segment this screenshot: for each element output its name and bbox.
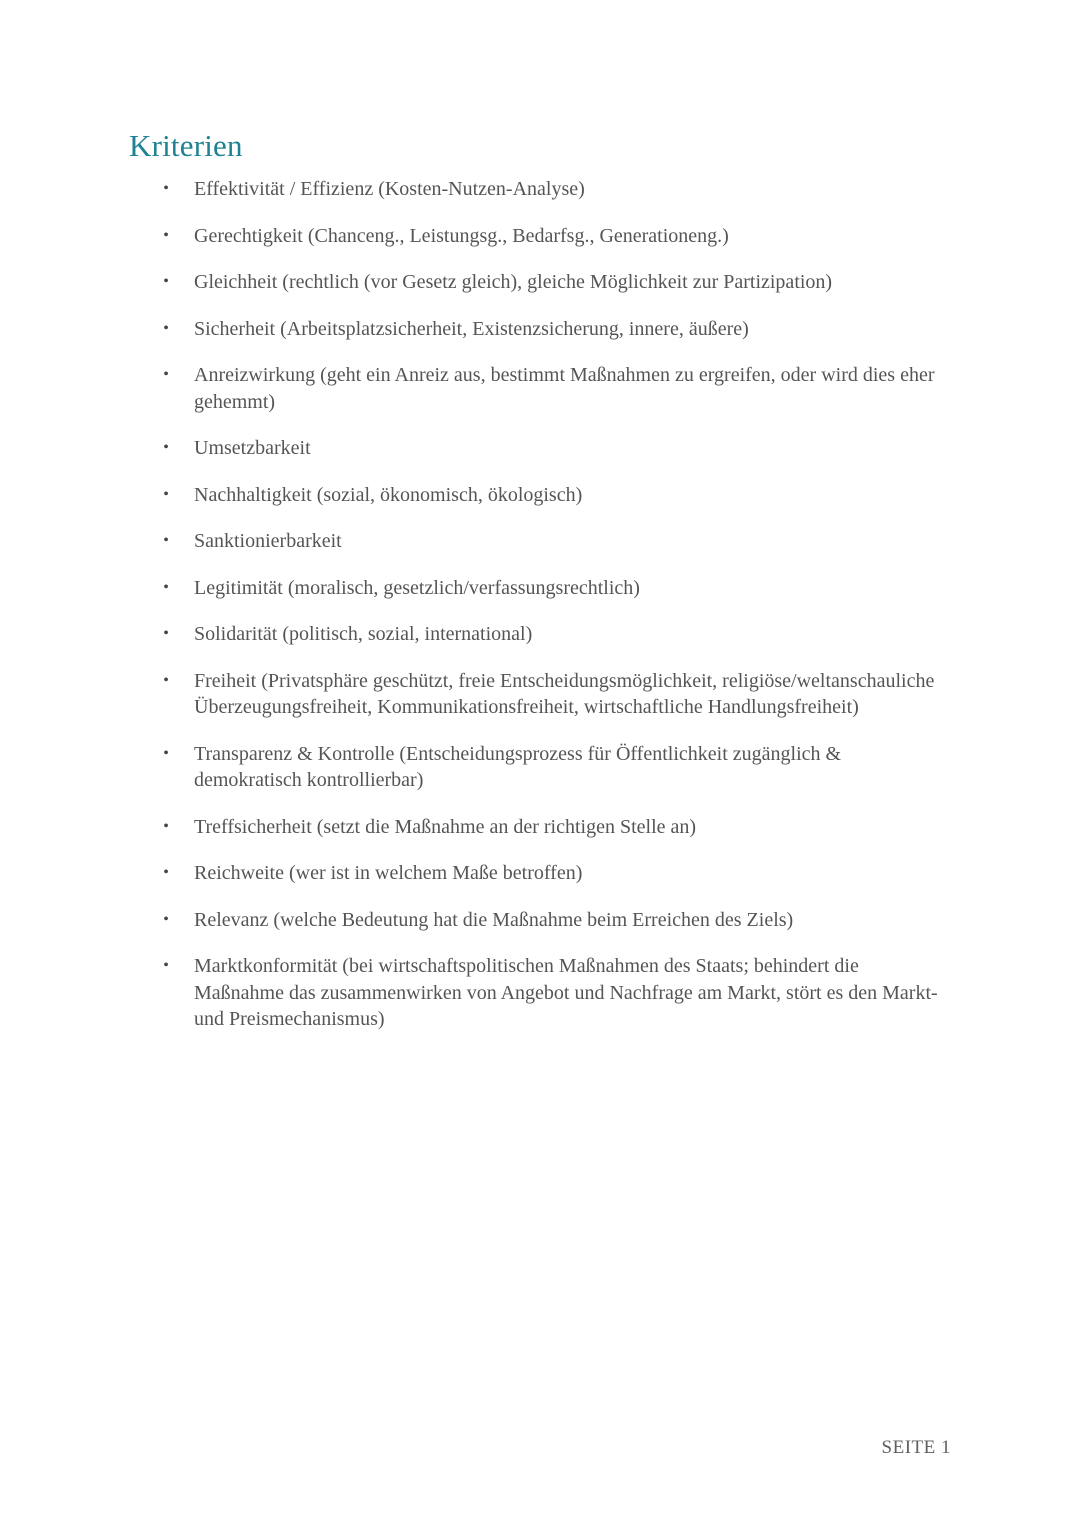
bullet-icon: • bbox=[163, 439, 169, 456]
bullet-icon: • bbox=[163, 744, 169, 762]
bullet-icon: • bbox=[163, 532, 169, 549]
list-item-text: Sanktionierbarkeit bbox=[194, 530, 342, 552]
list-item bbox=[0, 668, 1080, 721]
list-item bbox=[0, 575, 1080, 602]
list-item bbox=[0, 860, 1080, 887]
list-item-text: Marktkonformität (bei wirtschaftspolitischen Maßnahmen des Staats; behindert die Maßnahme das zusammenwirken von Angebot und Nachfrage am Markt, stört es den Markt- und Preismechanismus) bbox=[194, 955, 938, 1030]
bullet-icon: • bbox=[163, 671, 169, 689]
list-item bbox=[0, 482, 1080, 509]
list-item bbox=[0, 528, 1080, 555]
bullet-icon: • bbox=[163, 180, 169, 197]
list-item bbox=[0, 621, 1080, 648]
bullet-icon: • bbox=[163, 817, 169, 835]
list-item-text: Gerechtigkeit (Chanceng., Leistungsg., Bedarfsg., Generationeng.) bbox=[194, 224, 729, 247]
bullet-icon: • bbox=[163, 578, 169, 596]
page-number: SEITE 1 bbox=[881, 1437, 951, 1458]
bullet-icon: • bbox=[163, 485, 169, 503]
list-item bbox=[0, 223, 1080, 250]
list-item-text: Sicherheit (Arbeitsplatzsicherheit, Existenzsicherung, innere, äußere) bbox=[194, 317, 749, 340]
bullet-icon: • bbox=[163, 226, 169, 244]
list-item-text: Umsetzbarkeit bbox=[194, 437, 311, 459]
list-item-text: Treffsicherheit (setzt die Maßnahme an der richtigen Stelle an) bbox=[194, 815, 697, 838]
bullet-icon: • bbox=[163, 625, 169, 642]
list-item bbox=[0, 176, 1080, 203]
list-item-text: Transparenz & Kontrolle (Entscheidungsprozess für Öffentlichkeit zugänglich & demokratisch kontrollierbar) bbox=[194, 742, 842, 791]
bullet-icon: • bbox=[163, 366, 169, 383]
page-heading: Kriterien bbox=[129, 128, 243, 163]
list-item-text: Reichweite (wer ist in welchem Maße betroffen) bbox=[194, 862, 583, 884]
list-item bbox=[0, 814, 1080, 841]
list-item bbox=[0, 316, 1080, 343]
list-item-text: Solidarität (politisch, sozial, international) bbox=[194, 623, 533, 645]
bullet-icon: • bbox=[163, 864, 169, 881]
list-item-text: Anreizwirkung (geht ein Anreiz aus, bestimmt Maßnahmen zu ergreifen, oder wird dies eher gehemmt) bbox=[194, 364, 935, 413]
list-item-text: Effektivität / Effizienz (Kosten-Nutzen-Analyse) bbox=[194, 178, 585, 200]
list-item bbox=[0, 362, 1080, 415]
list-item bbox=[0, 907, 1080, 934]
bullet-icon: • bbox=[163, 910, 169, 928]
list-item-text: Gleichheit (rechtlich (vor Gesetz gleich), gleiche Möglichkeit zur Partizipation) bbox=[194, 271, 833, 293]
criteria-list bbox=[0, 176, 1080, 1053]
list-item-text: Legitimität (moralisch, gesetzlich/verfassungsrechtlich) bbox=[194, 576, 640, 599]
list-item bbox=[0, 435, 1080, 462]
list-item bbox=[0, 953, 1080, 1033]
bullet-icon: • bbox=[163, 319, 169, 337]
bullet-icon: • bbox=[163, 957, 169, 974]
list-item-text: Freiheit (Privatsphäre geschützt, freie Entscheidungsmöglichkeit, religiöse/weltanschauliche Überzeugungsfreiheit, Kommunikationsfreiheit, wirtschaftliche Handlungsfreiheit) bbox=[194, 669, 935, 718]
bullet-icon: • bbox=[163, 273, 169, 290]
list-item-text: Nachhaltigkeit (sozial, ökonomisch, ökologisch) bbox=[194, 483, 583, 506]
list-item bbox=[0, 741, 1080, 794]
list-item bbox=[0, 269, 1080, 296]
list-item-text: Relevanz (welche Bedeutung hat die Maßnahme beim Erreichen des Ziels) bbox=[194, 908, 794, 931]
